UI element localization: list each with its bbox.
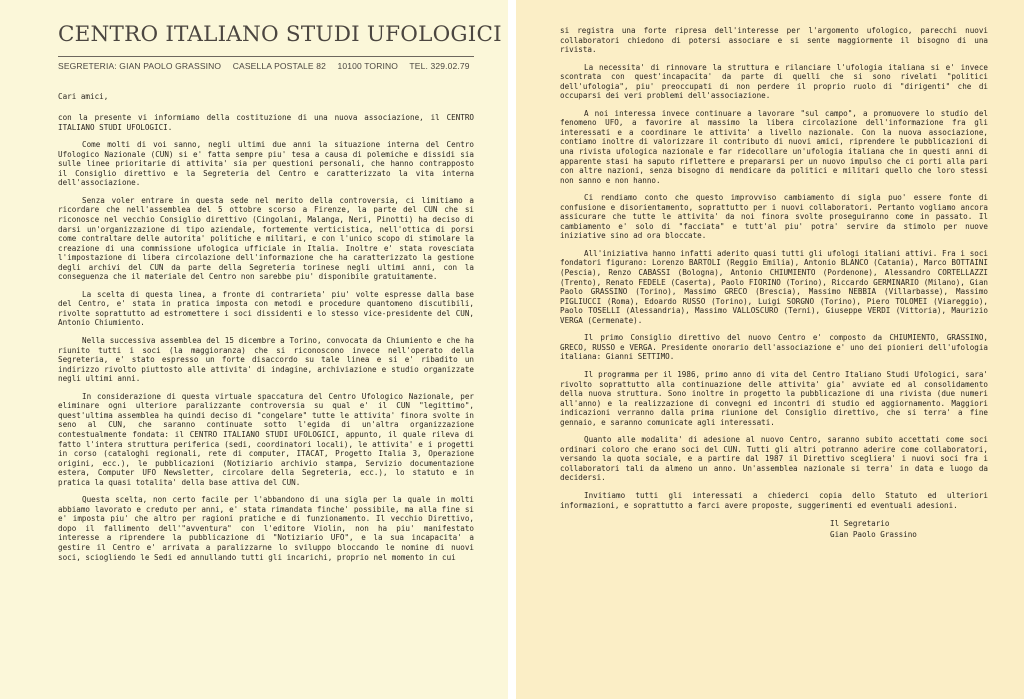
paragraph: si registra una forte ripresa dell'interesse per l'argomento ufologico, parecchi nuovi collaboratori chiedono di potersi associare e si sente maggiormente il bisogno di una rivista. [560,26,988,55]
paragraph: con la presente vi informiamo della costituzione di una nuova associazione, il CENTRO ITALIANO STUDI UFOLOGICI. [58,113,474,132]
address-casella: CASELLA POSTALE 82 [232,61,326,71]
paragraph: Il programma per il 1986, primo anno di vita del Centro Italiano Studi Ufologici, sara' rivolto soprattutto alla continuazione delle attivita' gia' avviate ed al consolidamento della nuova struttura. Sono inoltre in progetto la pubblicazione di una rivista (due numeri all'anno) e la realizzazione di convegni ed incontri di studio ed aggiornamento. Maggiori indicazioni verranno dalla prima riunione del Consiglio direttivo, che si terra' a fine gennaio, e saranno comunicate agli interessati. [560,369,988,427]
letterhead-address [58,62,474,72]
paragraph: La scelta di questa linea, a fronte di contrarieta' piu' volte espresse dalla base del Centro, e' stata in pratica imposta con metodi e procedure quantomeno discutibili, rivolte soprattutto ad estromettere i soci dissidenti e lo stesso vice-presidente del CUN, Antonio Chiumiento. [58,289,474,328]
paragraph: Invitiamo tutti gli interessati a chiederci copia dello Statuto ed ulteriori informazioni, e soprattutto a farci avere proposte, suggerimenti ed eventuali adesioni. [560,490,988,510]
paragraph: Quanto alle modalita' di adesione al nuovo Centro, saranno subito accettati come soci ordinari coloro che erano soci del CUN. Tutti gli altri potranno aderire come collaboratori, versando la quota sociale, e a partire dal 1987 il Direttivo scegliera' i nuovi soci fra i collaboratori tali da almeno un anno. Un'assemblea nazionale si terra' in data e luogo da decidersi. [560,435,988,483]
paragraph: Come molti di voi sanno, negli ultimi due anni la situazione interna del Centro Ufologico Nazionale (CUN) si e' fatta sempre piu' tesa a causa di polemiche e dissidi sia sulle linee prioritarie di attivita' sia per questioni personali, che hanno contrapposto il Consiglio direttivo e la Segreteria del Centro e caratterizzato la vita interna dell'associazione. [58,140,474,188]
paragraph: La necessita' di rinnovare la struttura e rilanciare l'ufologia italiana si e' invece scontrata con quest'incapacita' da parte di quelli che si sono rivelati "politici dell'ufologia", piu' preoccupati di non perdere il proprio ruolo di "dirigenti" che di occuparsi dei veri problemi dell'associazione. [560,62,988,101]
address-segreteria: SEGRETERIA: GIAN PAOLO GRASSINO [58,61,222,71]
letter-page-left [0,0,508,699]
paragraph: All'iniziativa hanno infatti aderito quasi tutti gli ufologi italiani attivi. Fra i soci fondatori figurano: Lorenzo BARTOLI (Reggio Emilia), Antonio BLANCO (Catania), Marco BOTTAINI (Pescia), Renzo CABASSI (Bologna), Antonio CHIUMIENTO (Pordenone), Alessandro CORTELLAZZI (Trento), Renato FEDELE (Caserta), Paolo FIORINO (Torino), Riccardo GERMINARIO (Milano), Gian Paolo GRASSINO (Torino), Massimo GRECO (Brescia), Massimo NEBBIA (Villarbasse), Massimo PIGLIUCCI (Roma), Edoardo RUSSO (Torino), Luigi SORGNO (Torino), Piero TOLOMEI (Viareggio), Paolo TOSELLI (Alessandria), Massimo VALLOSCURO (Terni), Giuseppe VERDI (Vittoria), Maurizio VERGA (Cermenate). [560,248,988,325]
paragraph: In considerazione di questa virtuale spaccatura del Centro Ufologico Nazionale, per eliminare ogni ulteriore paralizzante controversia su qual e' il CUN "legittimo", quest'ultima assemblea ha quindi deciso di "congelare" tutte le attivita' finora svolte in seno al CUN, che saranno continuate sotto l'egida di un'altra organizzazione contestualmente fondata: il CENTRO ITALIANO STUDI UFOLOGICI, appunto, il quale rileva di fatto l'intera struttura periferica (sedi, coordinatori locali), le attivita' e i progetti in corso (cataloghi regionali, rete di computer, ITACAT, Progetto Italia 3, Operazione origini, ecc.), le pubblicazioni (Notiziario archivio stampa, Servizio documentazione estera, Computer UFO Newsletter, circolare della Segreteria, ecc.), lo statuto e in pratica la quasi totalita' della base attiva del CUN. [58,391,474,487]
paragraph: Nella successiva assemblea del 15 dicembre a Torino, convocata da Chiumiento e che ha riunito tutti i soci (la maggioranza) che si riconoscono invece nell'operato della Segreteria, e' stato espresso un forte disaccordo su tale linea e si e' ribadito un indirizzo rivolto piuttosto alle attivita' di indagine, archiviazione e studio organizzate negli ultimi anni. [58,336,474,384]
salutation: Cari amici, [58,91,109,101]
signature-name: Gian Paolo Grassino [830,530,917,540]
letterhead-title: CENTRO ITALIANO STUDI UFOLOGICI [58,22,502,47]
paragraph: Questa scelta, non certo facile per l'abbandono di una sigla per la quale in molti abbiamo lavorato e creduto per anni, e' stata rimandata finche' possibile, ma alla fine si e' imposta piu' che altro per ragioni pratiche e di funzionamento. Il vecchio Direttivo, dopo il fallimento dell'"avventura" con l'editore Violin, non ha piu' manifestato interesse a riprendere la pubblicazione di "Notiziario UFO", e la sua incapacita' a gestire il Centro e' arrivata a paralizzarne lo sviluppo bloccando le nomine di nuovi soci, sciogliendo le Sedi ed annullando tutti gli incarichi, proprio nel momento in cui [58,495,474,562]
letterhead-rule [58,56,474,57]
signature-block [830,518,988,540]
address-cap: 10100 TORINO [337,61,399,71]
paragraph: A noi interessa invece continuare a lavorare "sul campo", a promuovere lo studio del fenomeno UFO, a favorire al massimo la libera circolazione dell'informazione fra gli interessati e a coordinare le attivita' a livello nazionale. Con la nuova associazione, contiamo inoltre di valorizzare il contributo di nuovi amici, riprendere le pubblicazioni di una rivista ufologica nazionale e far ridecollare un'ufologia italiana che in questi anni di apparente stasi ha saputo riflettere e prepararsi per un nuovo impulso che ci porti alla pari con altre nazioni, senza bisogno di mendicare da politici e militari quello che loro stessi non sanno e non hanno. [560,108,988,185]
paragraph: Ci rendiamo conto che questo improvviso cambiamento di sigla puo' essere fonte di confusione e disorientamento, soprattutto per i nuovi collaboratori. Pertanto vogliamo ancora assicurare che tutte le attivita' da noi finora svolte proseguiranno come in passato. Il cambiamento e' solo di "facciata" e tutt'al piu' potra' servire da stimolo per nuove iniziative sino ad ora bloccate. [560,193,988,241]
paragraph: Il primo Consiglio direttivo del nuovo Centro e' composto da CHIUMIENTO, GRASSINO, GRECO, RUSSO e VERGA. Presidente onorario dell'associazione e' uno dei pionieri dell'ufologia italiana: Gianni SETTIMO. [560,333,988,362]
paragraph: Senza voler entrare in questa sede nel merito della controversia, ci limitiamo a ricordare che nell'assemblea del 5 ottobre scorso a Firenze, la parte del CUN che si riconosce nel vecchio Consiglio direttivo (Cingolani, Malanga, Neri, Pinotti) ha deciso di darsi un'organizzazione di tipo aziendale, fortemente verticistica, nell'ottica di porsi come contraltare delle autorita' politiche e militari, e con l'unico scopo di stimolare la creazione di una commissione ufologica ufficiale in Italia. Inoltre e' stata rovesciata l'impostazione di libera circolazione dell'informazione che ha caratterizzato la gestione degli archivi del CUN da parte della Segreteria torinese negli ultimi anni, con la conseguenza che il materiale del Centro non sarebbe piu' disponibile gratuitamente. [58,195,474,282]
letter-page-right [516,0,1024,699]
address-tel: TEL. 329.02.79 [409,61,470,71]
signature-title: Il Segretario [830,519,890,529]
